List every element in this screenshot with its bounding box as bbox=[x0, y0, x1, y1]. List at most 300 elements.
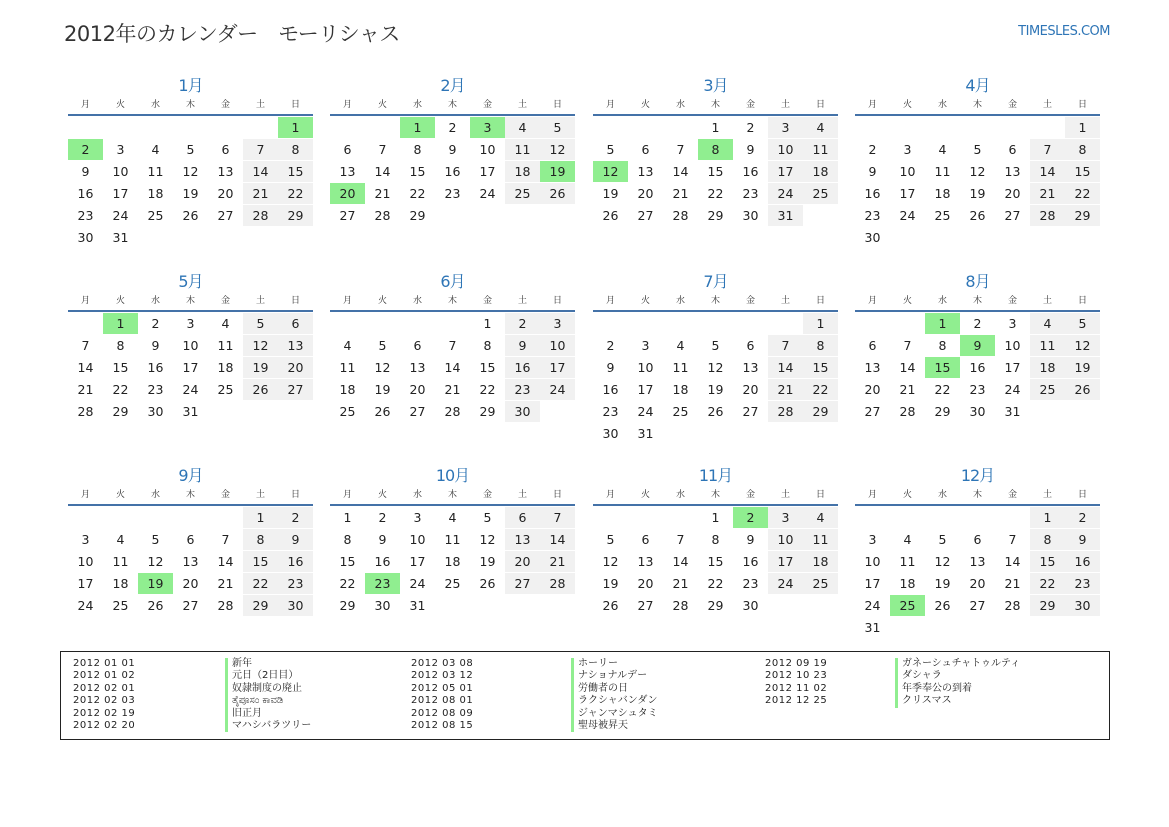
day-cell: 4 bbox=[448, 510, 457, 525]
week-row bbox=[330, 312, 575, 334]
week-row bbox=[855, 356, 1100, 378]
weekday-label: 金 bbox=[220, 296, 230, 306]
weekend-day-cell: 23 bbox=[505, 379, 540, 400]
weekend-day-cell: 22 bbox=[803, 379, 838, 400]
day-cell: 31 bbox=[864, 620, 881, 635]
weekday-header bbox=[68, 294, 313, 312]
weekend-day-cell: 15 bbox=[1065, 161, 1100, 182]
day-cell: 20 bbox=[409, 382, 426, 397]
day-cell: 17 bbox=[182, 360, 199, 375]
weekday-label: 火 bbox=[902, 296, 912, 306]
weekday-label: 月 bbox=[80, 490, 90, 500]
holiday-day-cell: 19 bbox=[138, 573, 173, 594]
weekend-day-cell: 13 bbox=[505, 529, 540, 550]
week-row bbox=[855, 528, 1100, 550]
empty-cell bbox=[435, 205, 470, 226]
day-cell: 23 bbox=[742, 186, 759, 201]
day-cell: 18 bbox=[339, 382, 356, 397]
week-row bbox=[855, 616, 1100, 638]
day-cell: 30 bbox=[742, 598, 759, 613]
week-row bbox=[593, 550, 838, 572]
weekday-label: 月 bbox=[867, 296, 877, 306]
holiday-name: 旧正月 bbox=[225, 708, 311, 720]
week-row bbox=[593, 506, 838, 528]
weekday-label: 金 bbox=[1007, 490, 1017, 500]
day-cell: 6 bbox=[641, 532, 650, 547]
empty-cell bbox=[1065, 617, 1100, 638]
day-cell: 12 bbox=[969, 164, 986, 179]
month-9 bbox=[68, 464, 313, 616]
day-cell: 1 bbox=[711, 120, 720, 135]
weekday-label: 日 bbox=[290, 100, 300, 110]
holiday-name: ホーリー bbox=[571, 658, 658, 670]
day-cell: 6 bbox=[221, 142, 230, 157]
weekend-day-cell: 6 bbox=[505, 507, 540, 528]
empty-cell bbox=[208, 401, 243, 422]
weekend-day-cell: 30 bbox=[1065, 595, 1100, 616]
day-cell: 10 bbox=[409, 532, 426, 547]
weekend-day-cell: 5 bbox=[540, 117, 575, 138]
weekend-day-cell: 11 bbox=[803, 139, 838, 160]
empty-cell bbox=[435, 595, 470, 616]
day-cell: 29 bbox=[707, 208, 724, 223]
day-cell: 14 bbox=[374, 164, 391, 179]
weekday-label: 木 bbox=[447, 100, 457, 110]
week-row bbox=[330, 378, 575, 400]
empty-cell bbox=[505, 205, 540, 226]
empty-cell bbox=[1030, 617, 1065, 638]
weekend-day-cell: 29 bbox=[243, 595, 278, 616]
day-cell: 27 bbox=[1004, 208, 1021, 223]
day-cell: 23 bbox=[444, 186, 461, 201]
day-cell: 9 bbox=[378, 532, 387, 547]
weekday-label: 土 bbox=[780, 100, 790, 110]
day-cell: 18 bbox=[147, 186, 164, 201]
day-cell: 12 bbox=[374, 360, 391, 375]
empty-cell bbox=[138, 227, 173, 248]
week-row bbox=[330, 182, 575, 204]
holiday-day-cell: 20 bbox=[330, 183, 365, 204]
day-cell: 4 bbox=[151, 142, 160, 157]
week-row bbox=[855, 506, 1100, 528]
day-cell: 30 bbox=[147, 404, 164, 419]
weekend-day-cell: 19 bbox=[1065, 357, 1100, 378]
weekday-label: 木 bbox=[185, 490, 195, 500]
week-row bbox=[68, 356, 313, 378]
day-cell: 14 bbox=[899, 360, 916, 375]
empty-cell bbox=[855, 507, 890, 528]
holiday-date: 2012 05 01 bbox=[411, 682, 474, 694]
holiday-name: ナショナルデー bbox=[571, 670, 658, 682]
weekday-header bbox=[330, 294, 575, 312]
week-row bbox=[593, 572, 838, 594]
week-row bbox=[855, 550, 1100, 572]
weekday-label: 日 bbox=[290, 490, 300, 500]
weekday-label: 土 bbox=[1042, 296, 1052, 306]
empty-cell bbox=[470, 595, 505, 616]
day-cell: 28 bbox=[672, 598, 689, 613]
day-cell: 31 bbox=[409, 598, 426, 613]
day-cell: 26 bbox=[374, 404, 391, 419]
empty-cell bbox=[330, 117, 365, 138]
weekend-day-cell: 29 bbox=[1065, 205, 1100, 226]
weekday-label: 月 bbox=[80, 100, 90, 110]
week-row bbox=[855, 116, 1100, 138]
day-cell: 22 bbox=[707, 186, 724, 201]
weekday-label: 日 bbox=[1077, 100, 1087, 110]
weekday-header bbox=[593, 98, 838, 116]
empty-cell bbox=[1030, 227, 1065, 248]
day-cell: 29 bbox=[479, 404, 496, 419]
weekday-label: 月 bbox=[867, 490, 877, 500]
day-cell: 17 bbox=[112, 186, 129, 201]
weekday-label: 水 bbox=[412, 100, 422, 110]
day-cell: 31 bbox=[112, 230, 129, 245]
empty-cell bbox=[960, 507, 995, 528]
empty-cell bbox=[663, 117, 698, 138]
day-cell: 19 bbox=[602, 576, 619, 591]
day-cell: 11 bbox=[339, 360, 356, 375]
week-row bbox=[330, 400, 575, 422]
day-cell: 14 bbox=[444, 360, 461, 375]
day-cell: 11 bbox=[899, 554, 916, 569]
holiday-date: 2012 02 01 bbox=[73, 682, 136, 694]
holiday-date: 2012 08 09 bbox=[411, 707, 474, 719]
holiday-date: 2012 02 20 bbox=[73, 719, 136, 731]
holiday-column-1-names bbox=[225, 658, 311, 732]
month-7 bbox=[593, 270, 838, 444]
day-cell: 9 bbox=[606, 360, 615, 375]
week-row bbox=[855, 160, 1100, 182]
day-cell: 27 bbox=[742, 404, 759, 419]
weekday-header bbox=[855, 98, 1100, 116]
day-cell: 16 bbox=[444, 164, 461, 179]
weekend-day-cell: 30 bbox=[278, 595, 313, 616]
day-cell: 26 bbox=[934, 598, 951, 613]
weekend-day-cell: 5 bbox=[1065, 313, 1100, 334]
day-cell: 20 bbox=[969, 576, 986, 591]
empty-cell bbox=[1030, 117, 1065, 138]
day-cell: 16 bbox=[969, 360, 986, 375]
day-cell: 6 bbox=[413, 338, 422, 353]
empty-cell bbox=[138, 117, 173, 138]
empty-cell bbox=[803, 423, 838, 444]
day-cell: 2 bbox=[448, 120, 457, 135]
holiday-name: 聖母被昇天 bbox=[571, 720, 658, 732]
holiday-column-3-names bbox=[895, 658, 1020, 708]
day-cell: 7 bbox=[1008, 532, 1017, 547]
day-cell: 19 bbox=[969, 186, 986, 201]
day-cell: 30 bbox=[374, 598, 391, 613]
day-cell: 17 bbox=[637, 382, 654, 397]
day-cell: 19 bbox=[707, 382, 724, 397]
day-cell: 25 bbox=[217, 382, 234, 397]
empty-cell bbox=[803, 595, 838, 616]
day-cell: 3 bbox=[413, 510, 422, 525]
day-cell: 18 bbox=[672, 382, 689, 397]
weekday-label: 水 bbox=[412, 296, 422, 306]
holiday-day-cell: 15 bbox=[925, 357, 960, 378]
day-cell: 13 bbox=[1004, 164, 1021, 179]
day-cell: 31 bbox=[1004, 404, 1021, 419]
holiday-date: 2012 01 02 bbox=[73, 670, 136, 682]
day-cell: 17 bbox=[1004, 360, 1021, 375]
weekend-day-cell: 28 bbox=[243, 205, 278, 226]
day-cell: 24 bbox=[637, 404, 654, 419]
day-cell: 28 bbox=[374, 208, 391, 223]
day-cell: 28 bbox=[1004, 598, 1021, 613]
weekday-header bbox=[593, 294, 838, 312]
holiday-date: 2012 02 19 bbox=[73, 707, 136, 719]
day-cell: 10 bbox=[864, 554, 881, 569]
day-cell: 9 bbox=[746, 142, 755, 157]
holiday-date: 2012 01 01 bbox=[73, 658, 136, 669]
weekend-day-cell: 23 bbox=[1065, 573, 1100, 594]
empty-cell bbox=[890, 617, 925, 638]
day-cell: 3 bbox=[1008, 316, 1017, 331]
weekend-day-cell: 21 bbox=[540, 551, 575, 572]
weekend-day-cell: 24 bbox=[768, 183, 803, 204]
day-cell: 26 bbox=[182, 208, 199, 223]
weekend-day-cell: 14 bbox=[1030, 161, 1065, 182]
day-cell: 2 bbox=[868, 142, 877, 157]
weekend-day-cell: 8 bbox=[1065, 139, 1100, 160]
week-row bbox=[593, 422, 838, 444]
week-row bbox=[68, 594, 313, 616]
holiday-date: 2012 09 19 bbox=[765, 658, 828, 669]
day-cell: 27 bbox=[969, 598, 986, 613]
day-cell: 15 bbox=[112, 360, 129, 375]
site-link[interactable]: TIMESLES.COM bbox=[1018, 24, 1110, 39]
weekend-day-cell: 29 bbox=[1030, 595, 1065, 616]
week-row bbox=[68, 312, 313, 334]
weekday-label: 水 bbox=[937, 296, 947, 306]
weekend-day-cell: 28 bbox=[768, 401, 803, 422]
week-row bbox=[593, 204, 838, 226]
weekday-label: 月 bbox=[80, 296, 90, 306]
weekend-day-cell: 26 bbox=[243, 379, 278, 400]
week-row bbox=[593, 400, 838, 422]
day-cell: 4 bbox=[676, 338, 685, 353]
weekday-header bbox=[68, 98, 313, 116]
day-cell: 24 bbox=[899, 208, 916, 223]
day-cell: 26 bbox=[602, 598, 619, 613]
day-cell: 25 bbox=[147, 208, 164, 223]
empty-cell bbox=[470, 205, 505, 226]
week-row bbox=[855, 226, 1100, 248]
day-cell: 13 bbox=[969, 554, 986, 569]
week-row bbox=[330, 334, 575, 356]
day-cell: 25 bbox=[672, 404, 689, 419]
weekday-label: 月 bbox=[342, 100, 352, 110]
day-cell: 5 bbox=[378, 338, 387, 353]
day-cell: 23 bbox=[742, 576, 759, 591]
day-cell: 11 bbox=[444, 532, 461, 547]
empty-cell bbox=[995, 617, 1030, 638]
weekday-label: 金 bbox=[220, 100, 230, 110]
weekend-day-cell: 3 bbox=[768, 117, 803, 138]
day-cell: 16 bbox=[742, 554, 759, 569]
day-cell: 21 bbox=[1004, 576, 1021, 591]
day-cell: 23 bbox=[147, 382, 164, 397]
day-cell: 8 bbox=[116, 338, 125, 353]
holiday-day-cell: 9 bbox=[960, 335, 995, 356]
empty-cell bbox=[208, 507, 243, 528]
month-title: 10月 bbox=[435, 466, 470, 485]
empty-cell bbox=[540, 401, 575, 422]
weekend-day-cell: 16 bbox=[278, 551, 313, 572]
empty-cell bbox=[435, 313, 470, 334]
week-row bbox=[68, 378, 313, 400]
weekday-label: 金 bbox=[1007, 100, 1017, 110]
month-10 bbox=[330, 464, 575, 616]
week-row bbox=[855, 594, 1100, 616]
weekend-day-cell: 1 bbox=[1030, 507, 1065, 528]
weekday-label: 月 bbox=[605, 100, 615, 110]
weekday-label: 木 bbox=[710, 296, 720, 306]
day-cell: 15 bbox=[707, 554, 724, 569]
week-row bbox=[855, 182, 1100, 204]
weekend-day-cell: 25 bbox=[803, 183, 838, 204]
weekday-label: 土 bbox=[255, 490, 265, 500]
month-title: 7月 bbox=[703, 272, 728, 291]
day-cell: 18 bbox=[112, 576, 129, 591]
weekend-day-cell: 27 bbox=[505, 573, 540, 594]
weekday-label: 木 bbox=[972, 490, 982, 500]
empty-cell bbox=[890, 313, 925, 334]
weekend-day-cell: 13 bbox=[278, 335, 313, 356]
weekend-day-cell: 21 bbox=[1030, 183, 1065, 204]
weekday-header bbox=[330, 98, 575, 116]
day-cell: 2 bbox=[151, 316, 160, 331]
week-row bbox=[855, 204, 1100, 226]
weekday-label: 木 bbox=[447, 490, 457, 500]
weekday-label: 土 bbox=[780, 296, 790, 306]
day-cell: 10 bbox=[637, 360, 654, 375]
day-cell: 5 bbox=[151, 532, 160, 547]
weekend-day-cell: 16 bbox=[1065, 551, 1100, 572]
weekend-day-cell: 21 bbox=[243, 183, 278, 204]
holiday-name: マハシバラツリー bbox=[225, 720, 311, 732]
day-cell: 9 bbox=[448, 142, 457, 157]
day-cell: 23 bbox=[864, 208, 881, 223]
empty-cell bbox=[960, 617, 995, 638]
weekend-day-cell: 9 bbox=[278, 529, 313, 550]
weekend-day-cell: 10 bbox=[768, 529, 803, 550]
holiday-date: 2012 02 03 bbox=[73, 695, 136, 707]
day-cell: 17 bbox=[899, 186, 916, 201]
day-cell: 19 bbox=[934, 576, 951, 591]
day-cell: 7 bbox=[81, 338, 90, 353]
weekday-label: 水 bbox=[150, 100, 160, 110]
weekday-label: 木 bbox=[710, 100, 720, 110]
day-cell: 4 bbox=[116, 532, 125, 547]
weekend-day-cell: 4 bbox=[803, 507, 838, 528]
weekend-day-cell: 15 bbox=[803, 357, 838, 378]
day-cell: 20 bbox=[182, 576, 199, 591]
week-row bbox=[330, 356, 575, 378]
day-cell: 13 bbox=[409, 360, 426, 375]
empty-cell bbox=[243, 401, 278, 422]
day-cell: 31 bbox=[182, 404, 199, 419]
empty-cell bbox=[68, 117, 103, 138]
day-cell: 26 bbox=[479, 576, 496, 591]
empty-cell bbox=[803, 205, 838, 226]
week-row bbox=[68, 116, 313, 138]
empty-cell bbox=[925, 507, 960, 528]
day-cell: 8 bbox=[938, 338, 947, 353]
holiday-name: 奴隷制度の廃止 bbox=[225, 683, 311, 695]
weekday-header bbox=[855, 294, 1100, 312]
holiday-day-cell: 12 bbox=[593, 161, 628, 182]
weekday-label: 金 bbox=[220, 490, 230, 500]
day-cell: 5 bbox=[711, 338, 720, 353]
weekday-label: 土 bbox=[517, 100, 527, 110]
day-cell: 30 bbox=[77, 230, 94, 245]
weekend-day-cell: 2 bbox=[1065, 507, 1100, 528]
weekend-day-cell: 30 bbox=[505, 401, 540, 422]
day-cell: 13 bbox=[217, 164, 234, 179]
day-cell: 27 bbox=[864, 404, 881, 419]
day-cell: 19 bbox=[602, 186, 619, 201]
day-cell: 28 bbox=[672, 208, 689, 223]
day-cell: 12 bbox=[479, 532, 496, 547]
day-cell: 3 bbox=[868, 532, 877, 547]
day-cell: 22 bbox=[479, 382, 496, 397]
day-cell: 10 bbox=[479, 142, 496, 157]
empty-cell bbox=[138, 507, 173, 528]
day-cell: 1 bbox=[711, 510, 720, 525]
weekend-day-cell: 7 bbox=[1030, 139, 1065, 160]
weekend-day-cell: 6 bbox=[278, 313, 313, 334]
day-cell: 6 bbox=[343, 142, 352, 157]
empty-cell bbox=[208, 227, 243, 248]
day-cell: 16 bbox=[742, 164, 759, 179]
holiday-day-cell: 8 bbox=[698, 139, 733, 160]
weekend-day-cell: 3 bbox=[768, 507, 803, 528]
day-cell: 29 bbox=[409, 208, 426, 223]
day-cell: 2 bbox=[606, 338, 615, 353]
day-cell: 24 bbox=[112, 208, 129, 223]
month-title: 4月 bbox=[965, 76, 990, 95]
day-cell: 26 bbox=[602, 208, 619, 223]
day-cell: 4 bbox=[221, 316, 230, 331]
empty-cell bbox=[995, 117, 1030, 138]
day-cell: 15 bbox=[479, 360, 496, 375]
weekday-label: 水 bbox=[412, 490, 422, 500]
week-row bbox=[68, 506, 313, 528]
weekday-header bbox=[68, 488, 313, 506]
weekend-day-cell: 15 bbox=[1030, 551, 1065, 572]
day-cell: 3 bbox=[903, 142, 912, 157]
weekday-label: 日 bbox=[290, 296, 300, 306]
weekday-label: 土 bbox=[1042, 490, 1052, 500]
weekend-day-cell: 28 bbox=[540, 573, 575, 594]
day-cell: 21 bbox=[444, 382, 461, 397]
day-cell: 27 bbox=[637, 208, 654, 223]
day-cell: 5 bbox=[186, 142, 195, 157]
weekend-day-cell: 8 bbox=[1030, 529, 1065, 550]
weekday-label: 月 bbox=[342, 490, 352, 500]
day-cell: 11 bbox=[147, 164, 164, 179]
week-row bbox=[330, 160, 575, 182]
empty-cell bbox=[243, 117, 278, 138]
weekend-day-cell: 1 bbox=[243, 507, 278, 528]
empty-cell bbox=[995, 227, 1030, 248]
weekday-label: 木 bbox=[185, 296, 195, 306]
holiday-name: 労働者の日 bbox=[571, 683, 658, 695]
empty-cell bbox=[103, 507, 138, 528]
